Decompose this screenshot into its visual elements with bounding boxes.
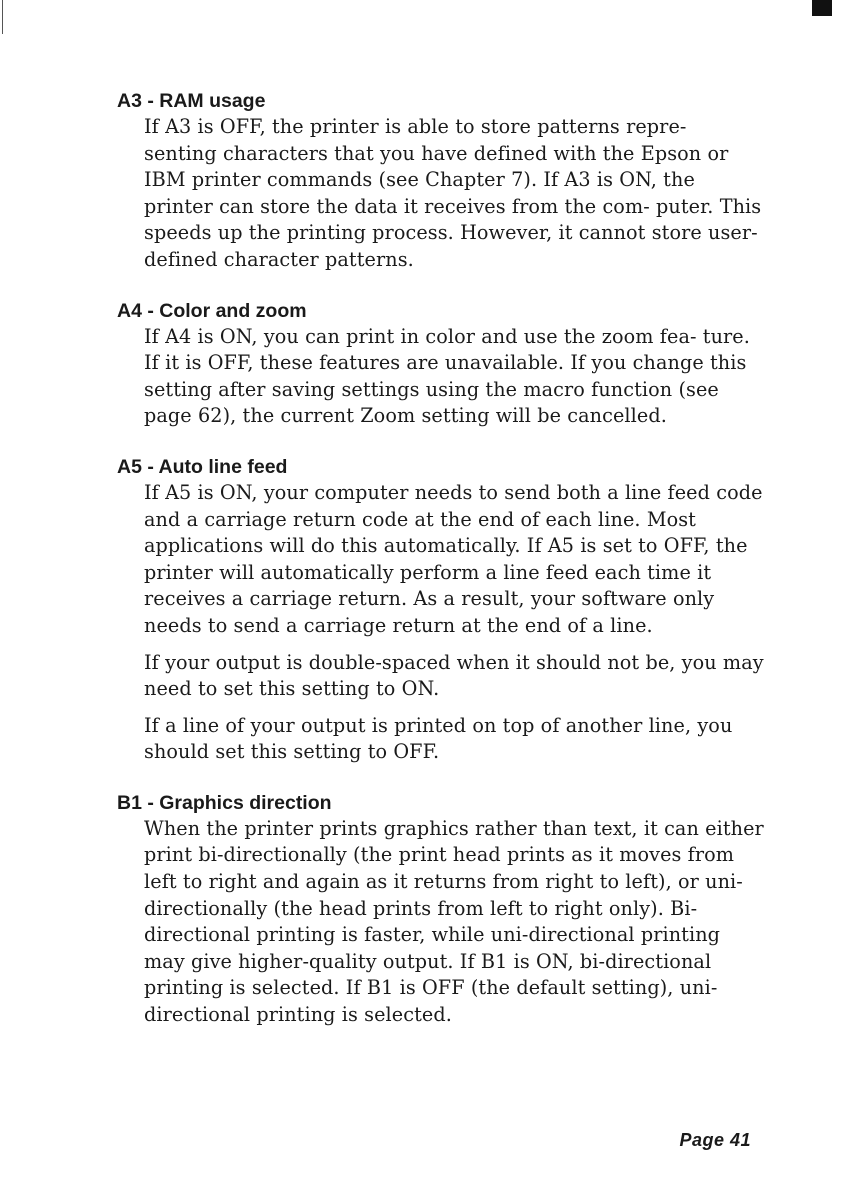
- section-paragraph: If A5 is ON, your computer needs to send both a line feed code and a carriage return code at the end of each line. Most applications will do this automatically. If A5 is set to OFF, the printer will automatically perform a line feed each time it receives a carriage return. As a result, your software only needs to send a carriage return at the end of a line.: [144, 480, 763, 637]
- section-paragraph: When the printer prints graphics rather than text, it can either print bi-directionally (the print head prints as it moves from left to right and again as it returns from right to left), or uni-directionally (the head prints from left to right only). Bi-directional printing is faster, while uni-directional printing may give higher-quality output. If B1 is ON, bi-directional printing is selected. If B1 is OFF (the default setting), uni-directional printing is selected.: [144, 816, 764, 1027]
- scan-edge-mark: [2, 0, 3, 34]
- section-heading: A5 - Auto line feed: [117, 455, 288, 478]
- section-paragraph: If A3 is OFF, the printer is able to store patterns repre- senting characters that you have defined with the Epson or IBM printer commands (see Chapter 7). If A3 is ON, the printer can store the data it receives from the com- puter. This speeds up the printing process. However, it cannot store user-defined character patterns.: [144, 115, 762, 271]
- section-paragraph: If your output is double-spaced when it should not be, you may need to set this setting to ON.: [144, 650, 764, 701]
- section-heading: A3 - RAM usage: [117, 90, 266, 112]
- section-a3-ram-usage: [117, 88, 762, 274]
- section-paragraph: If A4 is ON, you can print in color and use the zoom fea- ture. If it is OFF, these features are unavailable. If you change this setting after saving settings using the macro function (see page 62), the current Zoom setting will be cancelled.: [144, 324, 750, 428]
- section-b1-graphics-direction: [117, 790, 764, 1029]
- section-a4-color-and-zoom: [117, 298, 757, 430]
- section-heading: A4 - Color and zoom: [117, 299, 307, 322]
- scan-corner-mark: [812, 0, 832, 16]
- section-paragraph: If a line of your output is printed on top of another line, you should set this setting to OFF.: [144, 713, 733, 764]
- section-heading: B1 - Graphics direction: [117, 791, 332, 814]
- section-a5-auto-line-feed: [117, 454, 764, 766]
- page-body: [117, 88, 764, 1053]
- page-number: Page 41: [679, 1130, 751, 1150]
